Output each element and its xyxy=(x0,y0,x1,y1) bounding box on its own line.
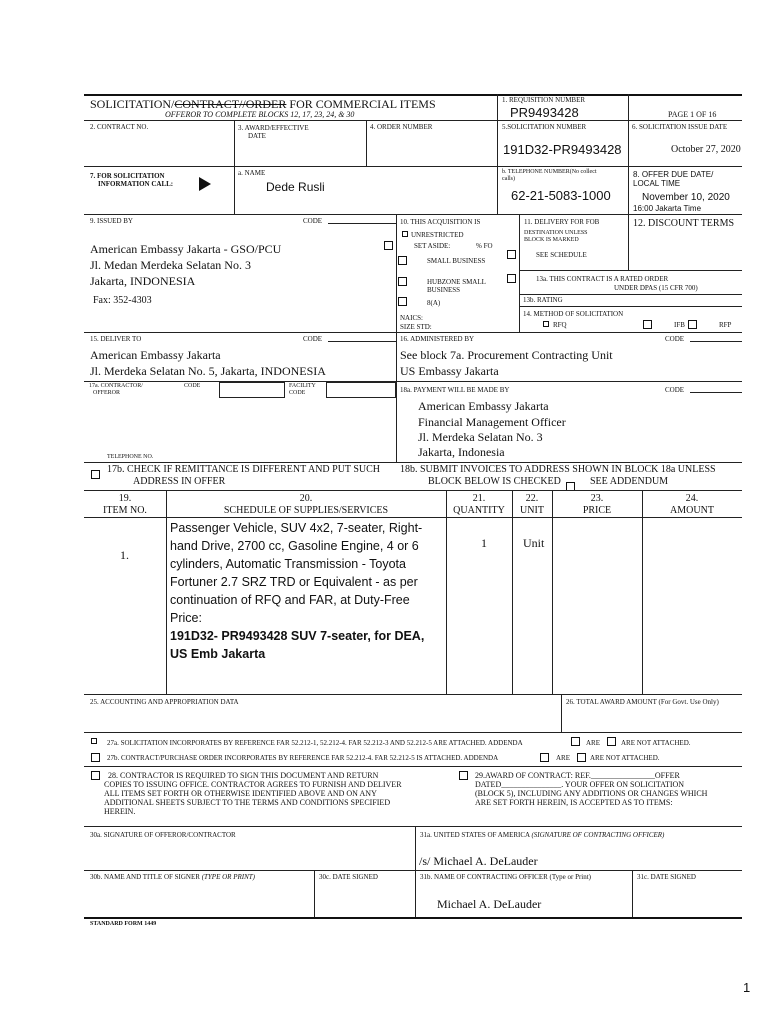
col-quantity-header: 21. QUANTITY xyxy=(453,493,505,516)
telephone-no-label: TELEPHONE NO. xyxy=(107,454,154,460)
solicitation-info-label: 7. FOR SOLICITATION INFORMATION CALL: xyxy=(90,172,174,188)
item-description: Passenger Vehicle, SUV 4x2, 7-seater, Right- hand Drive, 2700 cc, Gasoline Engine, 4 or 6 cylinders, Automatic Transmission - Toyota Fortuner 2.7 SRZ TRD or Equivalent - as per continuation of RFQ and FAR, at Duty-Free Price: 191D32- PR9493428 SUV 7-seater, for DEA, US Emb Jakarta xyxy=(170,521,425,661)
page-number: 1 xyxy=(743,980,751,995)
rfq-label: RFQ xyxy=(553,321,567,329)
total-award-label: 26. TOTAL AWARD AMOUNT (For Govt. Use Only) xyxy=(566,698,719,706)
see-schedule-label: SEE SCHEDULE xyxy=(536,251,587,259)
issue-date: October 27, 2020 xyxy=(671,144,741,155)
hubzone-label: HUBZONE SMALL BUSINESS xyxy=(427,278,486,294)
facility-code-box[interactable] xyxy=(326,382,396,398)
discount-terms-label: 12. DISCOUNT TERMS xyxy=(633,218,735,229)
form-subtitle: OFFEROR TO COMPLETE BLOCKS 12, 17, 23, 24, & 30 xyxy=(165,110,355,119)
administered-by-line1: See block 7a. Procurement Contracting Unit xyxy=(400,348,613,362)
deliver-to-label: 15. DELIVER TO xyxy=(90,335,142,343)
col-unit-header: 22. UNIT xyxy=(520,493,544,516)
eight-a-label: 8(A) xyxy=(427,299,441,307)
27b-are-checkbox[interactable] xyxy=(540,753,549,762)
27b-are-not-label: ARE NOT ATTACHED. xyxy=(590,754,660,762)
delivery-fob-text: DESTINATION UNLESS BLOCK IS MARKED xyxy=(524,230,588,243)
offer-due-label: 8. OFFER DUE DATE/ LOCAL TIME xyxy=(633,170,714,188)
set-aside-checkbox[interactable] xyxy=(384,241,393,250)
payment-line2: Financial Management Officer xyxy=(418,415,566,429)
acquisition-label: 10. THIS ACQUISITION IS xyxy=(400,218,481,226)
27a-are-not-label: ARE NOT ATTACHED. xyxy=(621,739,691,747)
page-count: PAGE 1 OF 16 xyxy=(668,110,717,119)
naics-label: NAICS: xyxy=(400,314,423,322)
order-number-label: 4. ORDER NUMBER xyxy=(370,123,433,131)
contracting-officer-signature: /s/ Michael A. DeLauder xyxy=(419,854,538,868)
payment-code-label: CODE xyxy=(665,386,685,394)
name-label: a. NAME xyxy=(238,169,266,177)
issue-date-label: 6. SOLICITATION ISSUE DATE xyxy=(632,123,728,131)
officer-date-signed-label: 31c. DATE SIGNED xyxy=(637,873,696,881)
offeror-date-signed-label: 30c. DATE SIGNED xyxy=(319,873,378,881)
arrow-right-icon xyxy=(199,177,211,191)
contractor-code-box[interactable] xyxy=(219,382,285,398)
administered-by-line2: US Embassy Jakarta xyxy=(400,364,499,378)
item-quantity: 1 xyxy=(481,536,487,550)
deliver-to-code-label: CODE xyxy=(303,335,323,343)
clause-27a-checkbox[interactable] xyxy=(91,738,97,744)
27b-are-label: ARE xyxy=(556,754,570,762)
27a-are-checkbox[interactable] xyxy=(571,737,580,746)
us-signature-label: 31a. UNITED STATES OF AMERICA (SIGNATURE OF CONTRACTING OFFICER) xyxy=(420,831,665,839)
unrestricted-label: UNRESTRICTED xyxy=(411,231,464,239)
col-price-header: 23. PRICE xyxy=(582,493,612,516)
issuer-fax: Fax: 352-4303 xyxy=(93,295,152,306)
ifb-checkbox[interactable] xyxy=(643,320,652,329)
signer-name-label: 30b. NAME AND TITLE OF SIGNER (TYPE OR PRINT) xyxy=(90,873,255,881)
payment-line3: Jl. Merdeka Selatan No. 3 xyxy=(418,430,543,444)
rfp-checkbox[interactable] xyxy=(688,320,697,329)
form-title: SOLICITATION/CONTRACT//ORDER FOR COMMERCIAL ITEMS xyxy=(90,97,436,111)
offer-due-date: November 10, 2020 xyxy=(642,192,730,203)
27a-are-label: ARE xyxy=(586,739,600,747)
solicitation-number: 191D32-PR9493428 xyxy=(503,142,622,157)
payment-label: 18a. PAYMENT WILL BE MADE BY xyxy=(400,386,510,394)
solicitation-number-label: 5.SOLICITATION NUMBER xyxy=(502,123,587,131)
contractor-sign-text: 28. CONTRACTOR IS REQUIRED TO SIGN THIS DOCUMENT AND RETURN COPIES TO ISSUING OFFICE. CONTRACTOR AGREES TO FURNISH AND DELIVER ALL ITEMS SET FORTH OR OTHERWISE IDENTIFIED ABOVE AND ON ANY ADDITIONAL SHEETS SUBJECT TO THE TERMS AND CONDITIONS SPECIFIED HEREIN. xyxy=(104,771,402,816)
remittance-checkbox[interactable] xyxy=(91,470,100,479)
contracting-officer-name: Michael A. DeLauder xyxy=(437,897,542,911)
telephone-label: b. TELEPHONE NUMBER(No collect calls) xyxy=(502,169,597,182)
percent-for-label: % FO xyxy=(476,242,493,250)
ifb-label: IFB xyxy=(674,321,685,329)
item-unit: Unit xyxy=(523,536,545,550)
payment-line4: Jakarta, Indonesia xyxy=(418,445,505,459)
deliver-to-line1: American Embassy Jakarta xyxy=(90,348,221,362)
clause-27b-text: 27b. CONTRACT/PURCHASE ORDER INCORPORATES BY REFERENCE FAR 52.212-4. FAR 52.212-5 IS ATTACHED. ADDENDA xyxy=(107,754,499,762)
accounting-label: 25. ACCOUNTING AND APPROPRIATION DATA xyxy=(90,698,239,706)
contact-name: Dede Rusli xyxy=(266,180,325,194)
award-contract-checkbox[interactable] xyxy=(459,771,468,780)
contractor-sign-checkbox[interactable] xyxy=(91,771,100,780)
issuer-address-line2: Jl. Medan Merdeka Selatan No. 3 xyxy=(90,258,251,272)
award-contract-text: 29.AWARD OF CONTRACT: REF.________________OFFER DATED_______________. YOUR OFFER ON SOLICITATION (BLOCK 5), INCLUDING ANY ADDITIONS OR CHANGES WHICH ARE SET FORTH HEREIN, IS ACCEPTED AS TO ITEMS: xyxy=(475,771,708,807)
rated-order-checkbox[interactable] xyxy=(507,274,516,283)
issued-by-label: 9. ISSUED BY xyxy=(90,217,133,225)
addendum-label: SEE ADDENDUM xyxy=(590,476,669,487)
facility-code-label: FACILITY CODE xyxy=(289,383,316,396)
contractor-label: 17a. CONTRACTOR/ OFFEROR xyxy=(89,383,143,396)
col-amount-header: 24. AMOUNT xyxy=(670,493,714,516)
method-label: 14. METHOD OF SOLICITATION xyxy=(523,310,624,318)
rfp-label: RFP xyxy=(719,321,732,329)
small-business-checkbox[interactable] xyxy=(398,256,407,265)
item-number: 1. xyxy=(120,548,129,562)
unrestricted-checkbox[interactable] xyxy=(402,231,408,237)
issuer-address-line1: American Embassy Jakarta - GSO/PCU xyxy=(90,242,282,256)
issued-by-code-label: CODE xyxy=(303,217,323,225)
hubzone-checkbox[interactable] xyxy=(398,277,407,286)
award-date-label: 3. AWARD/EFFECTIVE DATE xyxy=(238,124,309,140)
see-schedule-checkbox[interactable] xyxy=(507,250,516,259)
rating-label: 13b. RATING xyxy=(523,296,563,304)
administered-by-label: 16. ADMINISTERED BY xyxy=(400,335,475,343)
bottom-border xyxy=(84,917,742,919)
form-number: STANDARD FORM 1449 xyxy=(90,921,157,927)
remittance-label: 17b. CHECK IF REMITTANCE IS DIFFERENT AND PUT SUCH xyxy=(107,464,381,475)
deliver-to-line2: Jl. Merdeka Selatan No. 5, Jakarta, INDONESIA xyxy=(90,364,326,378)
rated-order-label-2: UNDER DPAS (15 CFR 700) xyxy=(614,284,698,292)
delivery-fob-label: 11. DELIVERY FOR FOB xyxy=(524,218,600,226)
requisition-label: 1. REQUISITION NUMBER xyxy=(502,96,586,104)
size-std-label: SIZE STD: xyxy=(400,323,432,331)
invoice-label-2: BLOCK BELOW IS CHECKED xyxy=(428,476,561,487)
administered-code-label: CODE xyxy=(665,335,685,343)
offeror-signature-label: 30a. SIGNATURE OF OFFEROR/CONTRACTOR xyxy=(90,831,236,839)
clause-27a-text: 27a. SOLICITATION INCORPORATES BY REFERENCE FAR 52.212-1, 52.212-4. FAR 52.212-3 AND 52.212-5 ARE ATTACHED. ADDENDA xyxy=(107,739,523,747)
contracting-officer-name-label: 31b. NAME OF CONTRACTING OFFICER (Type or Print) xyxy=(420,873,592,881)
invoice-label: 18b. SUBMIT INVOICES TO ADDRESS SHOWN IN BLOCK 18a UNLESS xyxy=(400,464,716,475)
col-item-no-header: 19. ITEM NO. xyxy=(103,493,147,516)
27a-are-not-checkbox[interactable] xyxy=(607,737,616,746)
col-schedule-header: 20. SCHEDULE OF SUPPLIES/SERVICES xyxy=(223,493,389,516)
small-business-label: SMALL BUSINESS xyxy=(427,257,486,265)
27b-are-not-checkbox[interactable] xyxy=(577,753,586,762)
rfq-checkbox[interactable] xyxy=(543,321,549,327)
clause-27b-checkbox[interactable] xyxy=(91,753,100,762)
contract-no-label: 2. CONTRACT NO. xyxy=(90,123,149,131)
remittance-label-2: ADDRESS IN OFFER xyxy=(133,476,226,487)
issuer-address-line3: Jakarta, INDONESIA xyxy=(90,274,196,288)
telephone-number: 62-21-5083-1000 xyxy=(511,188,611,203)
rated-order-label: 13a. THIS CONTRACT IS A RATED ORDER xyxy=(536,275,669,283)
set-aside-label: SET ASIDE: xyxy=(414,242,451,250)
contractor-code-label: CODE xyxy=(184,383,201,389)
eight-a-checkbox[interactable] xyxy=(398,297,407,306)
payment-line1: American Embassy Jakarta xyxy=(418,399,549,413)
requisition-number: PR9493428 xyxy=(510,105,579,120)
offer-due-time: 16:00 Jakarta Time xyxy=(633,204,702,213)
